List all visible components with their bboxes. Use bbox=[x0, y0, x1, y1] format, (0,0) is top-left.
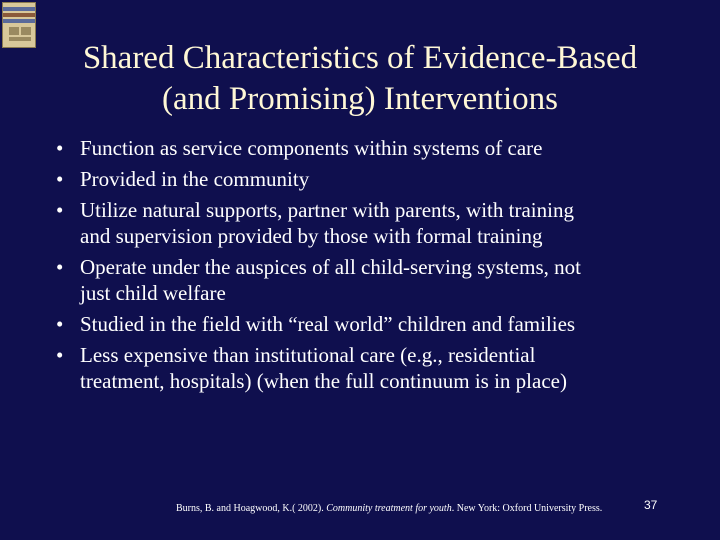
bullet-icon: • bbox=[56, 343, 64, 367]
bullet-text: Utilize natural supports, partner with parents, with training bbox=[80, 198, 574, 222]
bullet-list bbox=[56, 135, 686, 399]
bullet-text: Function as service components within systems of care bbox=[80, 136, 543, 160]
title-line-2: (and Promising) Interventions bbox=[162, 81, 558, 117]
title-line-1: Shared Characteristics of Evidence-Based bbox=[82, 40, 638, 76]
bullet-icon: • bbox=[56, 136, 64, 160]
bullet-text: Studied in the field with “real world” children and families bbox=[80, 312, 576, 336]
citation-authors: Burns, B. and Hoagwood, K.( 2002). bbox=[176, 503, 327, 514]
slide-title bbox=[40, 38, 680, 120]
bullet-item bbox=[56, 135, 686, 161]
bullet-item bbox=[56, 254, 686, 306]
bullet-icon: • bbox=[56, 198, 64, 222]
bullet-item bbox=[56, 311, 686, 337]
bullet-text: Provided in the community bbox=[80, 167, 310, 191]
bullet-icon: • bbox=[56, 255, 64, 279]
bullet-item bbox=[56, 342, 686, 394]
page-number: 37 bbox=[644, 498, 658, 512]
bullet-text-continued: treatment, hospitals) (when the full continuum is in place) bbox=[80, 369, 567, 393]
citation-book-title: Community treatment for youth bbox=[326, 503, 452, 514]
bullet-text-continued: just child welfare bbox=[80, 281, 226, 305]
bullet-text: Less expensive than institutional care (e.g., residential bbox=[80, 343, 536, 367]
citation bbox=[176, 503, 602, 515]
citation-publisher: . New York: Oxford University Press. bbox=[451, 503, 603, 514]
bullet-icon: • bbox=[56, 167, 64, 191]
bullet-text: Operate under the auspices of all child-serving systems, not bbox=[80, 255, 581, 279]
book-cover-logo bbox=[2, 2, 36, 48]
bullet-item bbox=[56, 166, 686, 192]
bullet-text-continued: and supervision provided by those with formal training bbox=[80, 224, 543, 248]
bullet-icon: • bbox=[56, 312, 64, 336]
bullet-item bbox=[56, 197, 686, 249]
